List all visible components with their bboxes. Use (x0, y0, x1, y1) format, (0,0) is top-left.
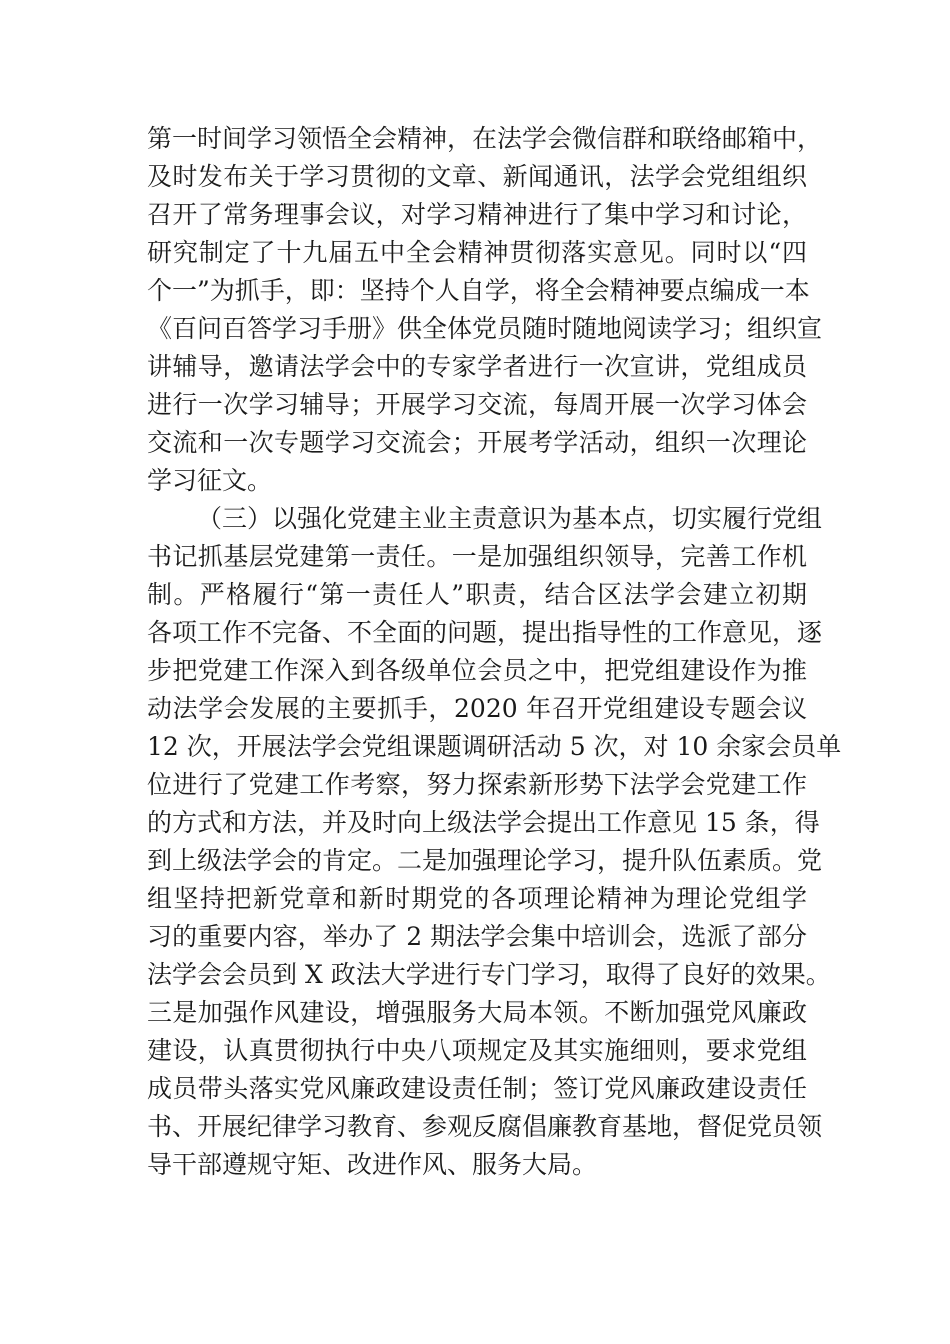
paragraph-1-line-4: 研究制定了十九届五中全会精神贯彻落实意见。同时以“四 (147, 238, 807, 267)
paragraph-2-line-12: 习的重要内容，举办了 2 期法学会集中培训会，选派了部分 (147, 922, 807, 951)
paragraph-2-line-1: （三）以强化党建主业主责意识为基本点，切实履行党组 (197, 504, 823, 533)
paragraph-2-line-8: 位进行了党建工作考察，努力探索新形势下法学会党建工作 (147, 770, 807, 799)
paragraph-2-line-15: 建设，认真贯彻执行中央八项规定及其实施细则，要求党组 (147, 1036, 807, 1065)
paragraph-2-line-17: 书、开展纪律学习教育、参观反腐倡廉教育基地，督促党员领 (147, 1112, 823, 1141)
paragraph-1-line-6: 《百问百答学习手册》供全体党员随时随地阅读学习；组织宣 (147, 314, 823, 343)
paragraph-2-line-14: 三是加强作风建设，增强服务大局本领。不断加强党风廉政 (147, 998, 807, 1027)
document-body (147, 120, 842, 1200)
paragraph-2-line-13: 法学会会员到 X 政法大学进行专门学习，取得了良好的效果。 (147, 960, 831, 989)
paragraph-2-line-6: 动法学会发展的主要抓手，2020 年召开党组建设专题会议 (147, 694, 807, 723)
paragraph-2-line-3: 制。严格履行“第一责任人”职责，结合区法学会建立初期 (147, 580, 807, 609)
paragraph-1-line-8: 进行一次学习辅导；开展学习交流，每周开展一次学习体会 (147, 390, 807, 419)
paragraph-2-line-4: 各项工作不完备、不全面的问题，提出指导性的工作意见，逐 (147, 618, 823, 647)
paragraph-1-line-7: 讲辅导，邀请法学会中的专家学者进行一次宣讲，党组成员 (147, 352, 807, 381)
paragraph-1-line-5: 个一”为抓手，即：坚持个人自学，将全会精神要点编成一本 (147, 276, 810, 305)
paragraph-1-line-9: 交流和一次专题学习交流会；开展考学活动，组织一次理论 (147, 428, 807, 457)
paragraph-2-line-7: 12 次，开展法学会党组课题调研活动 5 次，对 10 余家会员单 (147, 732, 842, 761)
paragraph-2-line-2: 书记抓基层党建第一责任。一是加强组织领导，完善工作机 (147, 542, 807, 571)
paragraph-2-line-18: 导干部遵规守矩、改进作风、服务大局。 (147, 1150, 598, 1179)
paragraph-2-line-16: 成员带头落实党风廉政建设责任制；签订党风廉政建设责任 (147, 1074, 807, 1103)
paragraph-1-line-2: 及时发布关于学习贯彻的文章、新闻通讯，法学会党组组织 (147, 162, 807, 191)
paragraph-1-line-10: 学习征文。 (147, 466, 273, 495)
paragraph-1-line-3: 召开了常务理事会议，对学习精神进行了集中学习和讨论， (147, 200, 807, 229)
paragraph-2-line-11: 组坚持把新党章和新时期党的各项理论精神为理论党组学 (147, 884, 807, 913)
paragraph-2-line-10: 到上级法学会的肯定。二是加强理论学习，提升队伍素质。党 (147, 846, 823, 875)
paragraph-2-line-9: 的方式和方法，并及时向上级法学会提出工作意见 15 条，得 (147, 808, 820, 837)
paragraph-1-line-1: 第一时间学习领悟全会精神，在法学会微信群和联络邮箱中， (147, 124, 823, 153)
paragraph-2-line-5: 步把党建工作深入到各级单位会员之中，把党组建设作为推 (147, 656, 807, 685)
